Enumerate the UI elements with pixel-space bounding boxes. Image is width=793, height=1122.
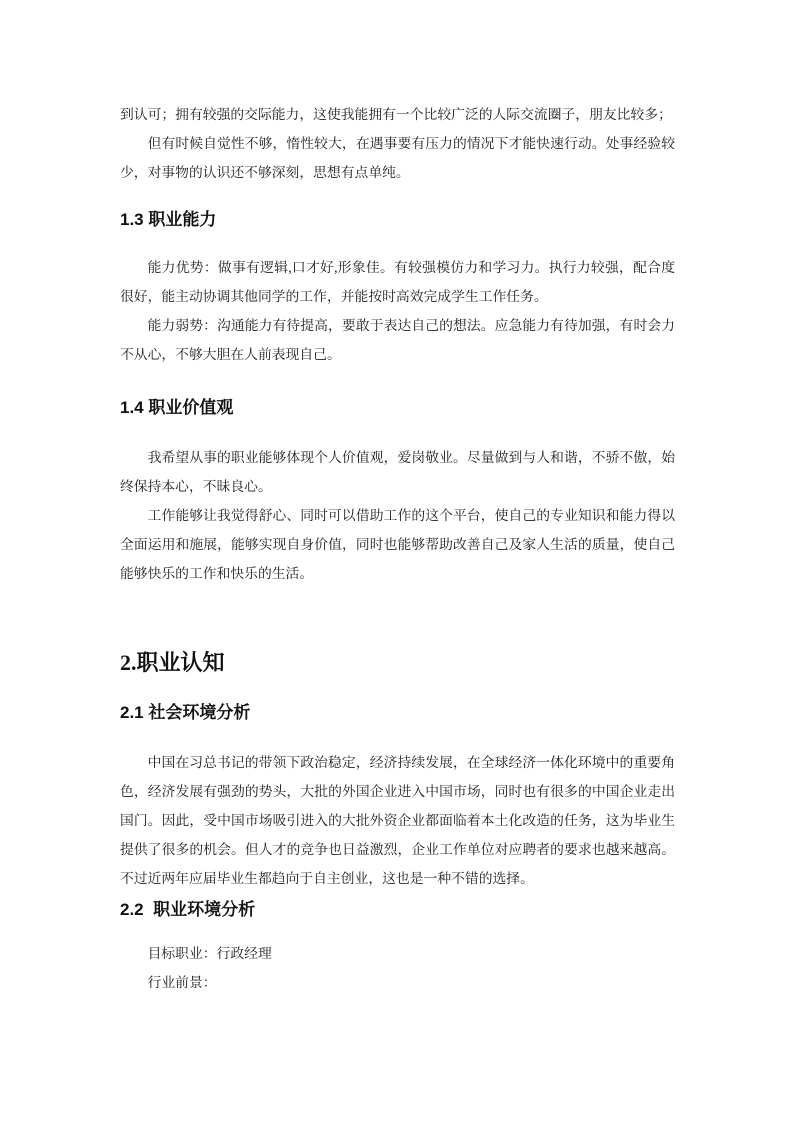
paragraph-values-2: 工作能够让我觉得舒心、同时可以借助工作的这个平台，使自己的专业知识和能力得以全面运用和施展，能够实现自身价值，同时也能够帮助改善自己及家人生活的质量，使自己能够快乐的工作和快乐的生活。 xyxy=(120,508,675,581)
paragraph-ability-strengths: 能力优势：做事有逻辑,口才好,形象佳。有较强模仿力和学习力。执行力较强，配合度很好，能主动协调其他同学的工作，并能按时高效完成学生工作任务。 xyxy=(120,260,675,304)
paragraph-target-job: 目标职业：行政经理 xyxy=(147,946,272,961)
paragraph-continuation: 到认可；拥有较强的交际能力，这使我能拥有一个比较广泛的人际交流圈子，朋友比较多； xyxy=(120,107,672,122)
section-heading-1-3: 1.3 职业能力 xyxy=(120,210,217,229)
paragraph-social-environment: 中国在习总书记的带领下政治稳定，经济持续发展，在全球经济一体化环境中的重要角色，经济发展有强劲的势头，大批的外国企业进入中国市场，同时也有很多的中国企业走出国门。因此，受中国市场吸引进入的大批外资企业都面临着本土化改造的任务，这为毕业生提供了很多的机会。但人才的竞争也日益激烈，企业工作单位对应聘者的要求也越来越高。不过近两年应届毕业生都趋向于自主创业，这也是一种不错的选择。 xyxy=(120,755,675,886)
section-heading-2-2: 2.2 职业环境分析 xyxy=(120,900,256,919)
paragraph-values-1: 我希望从事的职业能够体现个人价值观，爱岗敬业。尽量做到与人和谐，不骄不傲，始终保持本心，不昧良心。 xyxy=(120,450,675,494)
section-heading-1-4: 1.4 职业价值观 xyxy=(120,398,234,417)
paragraph: 但有时候自觉性不够，惰性较大，在遇事要有压力的情况下才能快速行动。处事经验较少，对事物的认识还不够深刻，思想有点单纯。 xyxy=(120,136,675,180)
paragraph-industry-outlook: 行业前景： xyxy=(147,975,217,990)
chapter-heading-2: 2.职业认知 xyxy=(120,650,225,675)
section-heading-2-1: 2.1 社会环境分析 xyxy=(120,703,251,722)
paragraph-ability-weaknesses: 能力弱势：沟通能力有待提高，要敢于表达自己的想法。应急能力有待加强，有时会力不从心，不够大胆在人前表现自己。 xyxy=(120,318,675,362)
